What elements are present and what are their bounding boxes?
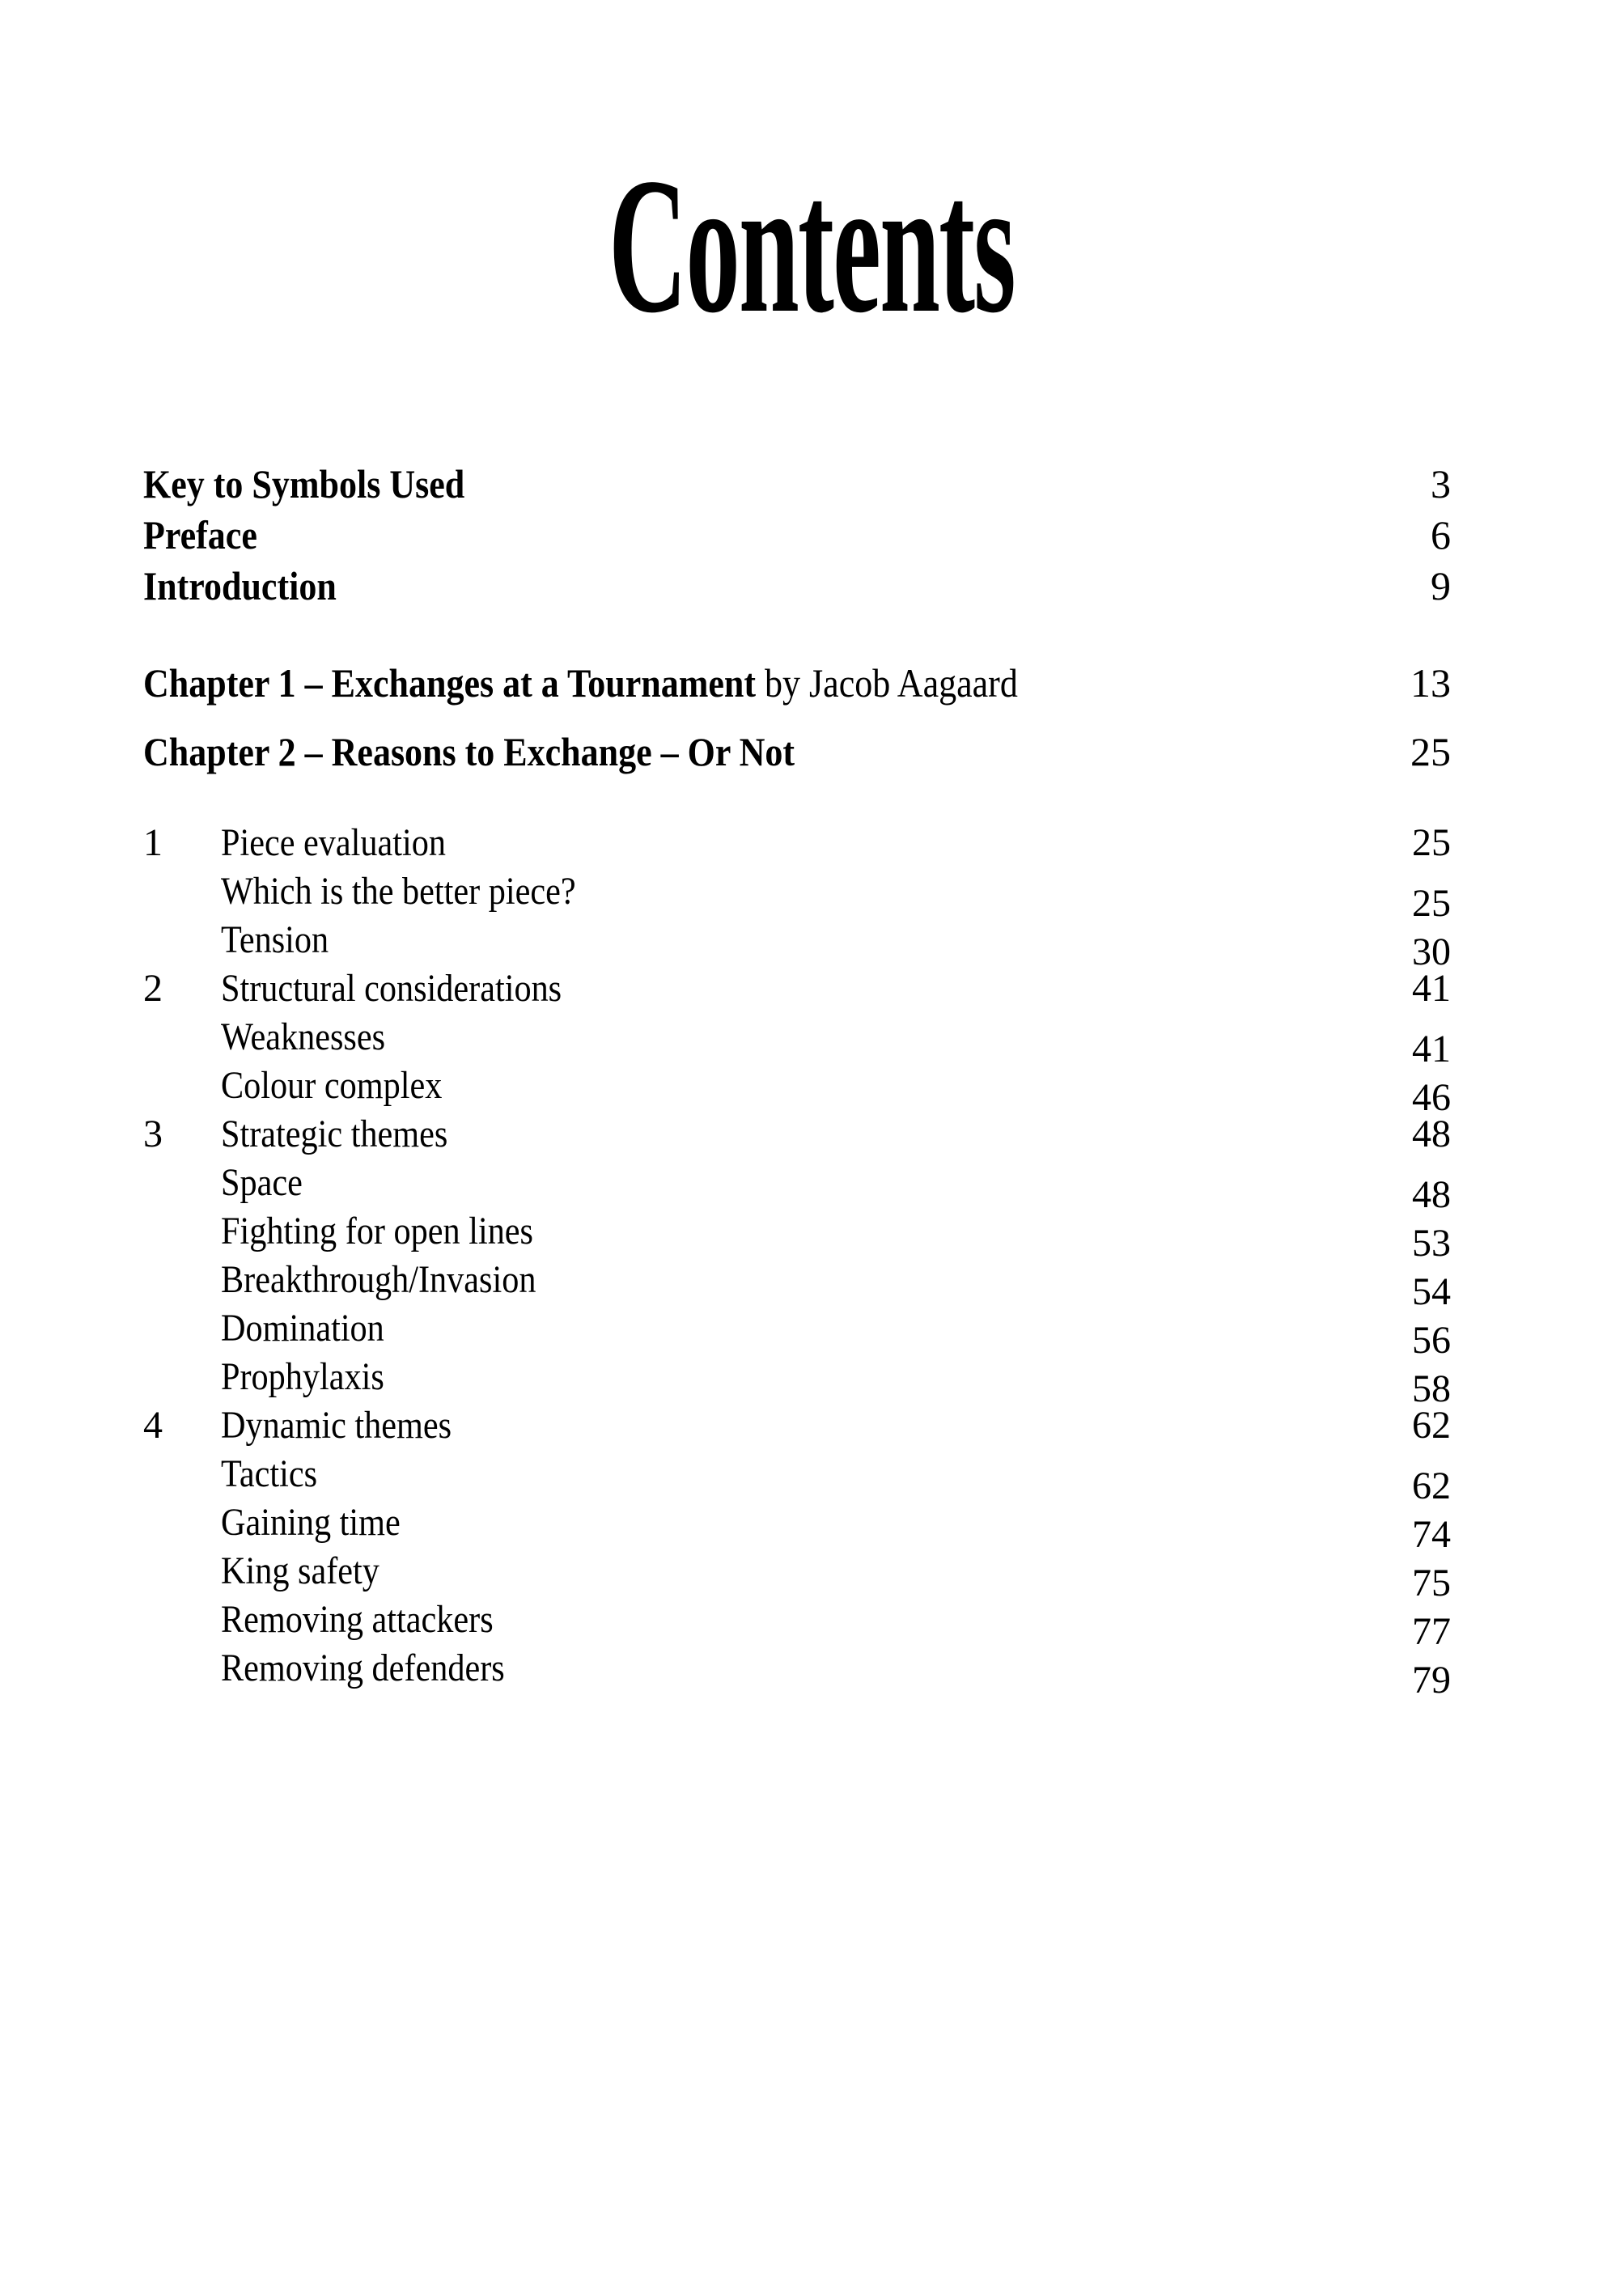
section-page-number: 25 <box>1412 821 1451 864</box>
section-number <box>143 1450 221 1498</box>
section-label: Strategic themes <box>221 1113 448 1155</box>
chapter-title: Chapter 2 – Reasons to Exchange – Or Not <box>143 729 795 774</box>
section-number <box>143 1644 221 1693</box>
section-label: Colour complex <box>221 1064 443 1107</box>
toc-entry-introduction <box>143 561 1451 612</box>
section-label: Tactics <box>221 1452 318 1495</box>
section-label: Domination <box>221 1307 384 1350</box>
section-page-number: 77 <box>1412 1610 1451 1653</box>
section-label: Weaknesses <box>221 1015 386 1058</box>
section-number: 2 <box>143 967 163 1010</box>
toc-section-row <box>143 1256 1451 1313</box>
section-number <box>143 1304 221 1353</box>
toc-section-row <box>143 1062 1451 1119</box>
toc-entry-label: Introduction <box>143 563 337 608</box>
section-label: Removing attackers <box>221 1598 494 1641</box>
section-label: Space <box>221 1161 303 1204</box>
section-page-number: 54 <box>1412 1270 1451 1313</box>
toc-section-row <box>143 1498 1451 1556</box>
section-page-number: 62 <box>1412 1464 1451 1507</box>
toc-section-row <box>143 1110 1451 1159</box>
page-title <box>0 138 1624 353</box>
section-label: Structural considerations <box>221 967 562 1010</box>
chapter-author: by Jacob Aagaard <box>756 660 1018 706</box>
chapter-title: Chapter 1 – Exchanges at a Tournament <box>143 660 757 706</box>
toc-entry-key-to-symbols <box>143 459 1451 510</box>
section-number: 4 <box>143 1404 163 1447</box>
toc-section-row <box>143 1013 1451 1070</box>
toc-entry-page-number: 3 <box>1431 461 1451 506</box>
section-page-number: 74 <box>1412 1513 1451 1556</box>
toc-section-row <box>143 1450 1451 1507</box>
section-label: Piece evaluation <box>221 821 446 864</box>
toc-entry-page-number: 25 <box>1410 729 1451 774</box>
section-number <box>143 1159 221 1207</box>
section-label: Which is the better piece? <box>221 870 576 913</box>
toc-entry-page-number: 9 <box>1431 563 1451 608</box>
section-number <box>143 1256 221 1304</box>
section-page-number: 56 <box>1412 1319 1451 1362</box>
section-page-number: 75 <box>1412 1562 1451 1604</box>
toc-section-row <box>143 1596 1451 1653</box>
section-label: Dynamic themes <box>221 1404 452 1447</box>
section-number <box>143 916 221 964</box>
section-page-number: 48 <box>1412 1173 1451 1216</box>
page-title-text: Contents <box>608 138 1016 353</box>
section-number <box>143 1596 221 1644</box>
section-page-number: 30 <box>1412 930 1451 973</box>
section-label: Prophylaxis <box>221 1355 384 1398</box>
section-page-number: 79 <box>1412 1659 1451 1702</box>
toc-section-row <box>143 916 1451 973</box>
toc-entry-label: Key to Symbols Used <box>143 461 465 506</box>
section-label: Breakthrough/Invasion <box>221 1258 536 1301</box>
toc-entry-chapter-2 <box>143 718 1451 786</box>
section-number <box>143 1547 221 1596</box>
toc-section-row <box>143 1353 1451 1410</box>
section-label: King safety <box>221 1549 379 1592</box>
section-number <box>143 1062 221 1110</box>
section-label: Tension <box>221 918 329 961</box>
toc-section-row <box>143 1207 1451 1265</box>
toc-entry-preface <box>143 510 1451 561</box>
toc-section-row <box>143 964 1451 1013</box>
section-number <box>143 1207 221 1256</box>
section-label: Gaining time <box>221 1501 401 1544</box>
section-page-number: 46 <box>1412 1076 1451 1119</box>
front-matter-list <box>143 459 1451 612</box>
toc-entry-page-number: 6 <box>1431 512 1451 557</box>
toc-entry-chapter-1 <box>143 649 1451 718</box>
section-page-number: 41 <box>1412 967 1451 1010</box>
section-page-number: 53 <box>1412 1222 1451 1265</box>
toc-section-row <box>143 1644 1451 1702</box>
toc-section-row <box>143 1401 1451 1450</box>
toc-section-row <box>143 1304 1451 1362</box>
section-label: Fighting for open lines <box>221 1210 534 1252</box>
section-label: Removing defenders <box>221 1647 505 1689</box>
section-page-number: 58 <box>1412 1367 1451 1410</box>
toc-entry-label: Preface <box>143 512 257 557</box>
section-number: 3 <box>143 1113 163 1155</box>
toc-section-row <box>143 867 1451 925</box>
section-page-number: 25 <box>1412 882 1451 925</box>
chapter-list <box>143 649 1451 786</box>
section-list <box>143 819 1451 1702</box>
toc-section-row <box>143 1547 1451 1604</box>
section-number <box>143 867 221 916</box>
toc-entry-page-number: 13 <box>1410 660 1451 706</box>
section-number: 1 <box>143 821 163 864</box>
section-number <box>143 1353 221 1401</box>
toc-section-row <box>143 1159 1451 1216</box>
section-page-number: 41 <box>1412 1028 1451 1070</box>
section-page-number: 62 <box>1412 1404 1451 1447</box>
section-number <box>143 1013 221 1062</box>
section-number <box>143 1498 221 1547</box>
toc-section-row <box>143 819 1451 867</box>
section-page-number: 48 <box>1412 1113 1451 1155</box>
